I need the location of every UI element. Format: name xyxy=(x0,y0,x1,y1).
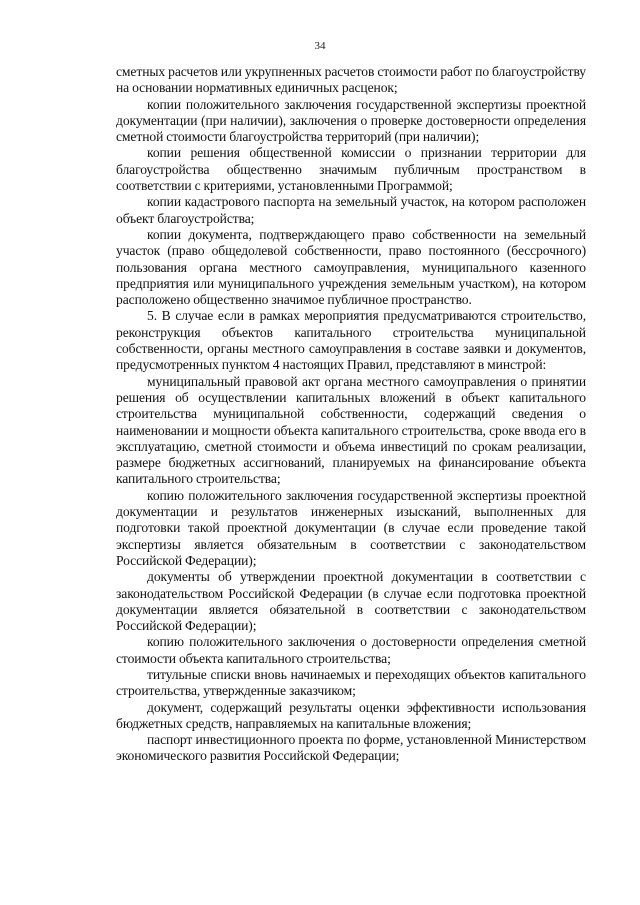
paragraph: копии документа, подтверждающего право собственности на земельный участок (право общедолевой собственности, право постоянного (бессрочного) пользования органа местного самоуправления, муниципального казенного предприятия или муниципального учреждения земельным участком), на котором расположено общественно значимое публичное пространство. xyxy=(116,226,586,308)
paragraph: 5. В случае если в рамках мероприятия предусматриваются строительство, реконструкция объектов капитального строительства муниципальной собственности, органы местного самоуправления в составе заявки и документов, предусмотренных пунктом 4 настоящих Правил, представляют в минстрой: xyxy=(116,308,586,373)
paragraph: копии решения общественной комиссии о признании территории для благоустройства общественно значимым публичным пространством в соответствии с критериями, установленными Программой; xyxy=(116,145,586,194)
paragraph: копии положительного заключения государственной экспертизы проектной документации (при наличии), заключения о проверке достоверности определения сметной стоимости благоустройства территорий (при наличии); xyxy=(116,96,586,145)
paragraph: титульные списки вновь начинаемых и переходящих объектов капитального строительства, утвержденные заказчиком; xyxy=(116,666,586,699)
paragraph: копию положительного заключения государственной экспертизы проектной документации и результатов инженерных изысканий, выполненных для подготовки такой проектной документации (в случае если проведение такой экспертизы является обязательным в соответствии с законодательством Российской Федерации); xyxy=(116,487,586,568)
paragraph: сметных расчетов или укрупненных расчетов стоимости работ по благоустройству на основании нормативных единичных расценок; xyxy=(116,64,586,96)
paragraph: копии кадастрового паспорта на земельный участок, на котором расположен объект благоустройства; xyxy=(116,194,586,226)
paragraph: копию положительного заключения о достоверности определения сметной стоимости объекта капитального строительства; xyxy=(116,634,586,666)
paragraph: паспорт инвестиционного проекта по форме, установленной Министерством экономического развития Российской Федерации; xyxy=(116,732,586,764)
paragraph: муниципальный правовой акт органа местного самоуправления о принятии решения об осуществлении капитальных вложений в объект капитального строительства муниципальной собственности, содержащий сведения о наименовании и мощности объекта капитального строительства, сроке ввода его в эксплуатацию, сметной стоимости и объема инвестиций по срокам реализации, размере бюджетных ассигнований, планируемых на финансирование объекта капитального строительства; xyxy=(116,373,586,487)
page-number: 34 xyxy=(314,40,326,52)
paragraph: документы об утверждении проектной документации в соответствии с законодательством Российской Федерации (в случае если подготовка проектной документации является обязательной в соответствии с законодательством Российской Федерации); xyxy=(116,569,586,634)
paragraph: документ, содержащий результаты оценки эффективности использования бюджетных средств, направляемых на капитальные вложения; xyxy=(116,699,586,731)
body-text xyxy=(116,64,586,765)
